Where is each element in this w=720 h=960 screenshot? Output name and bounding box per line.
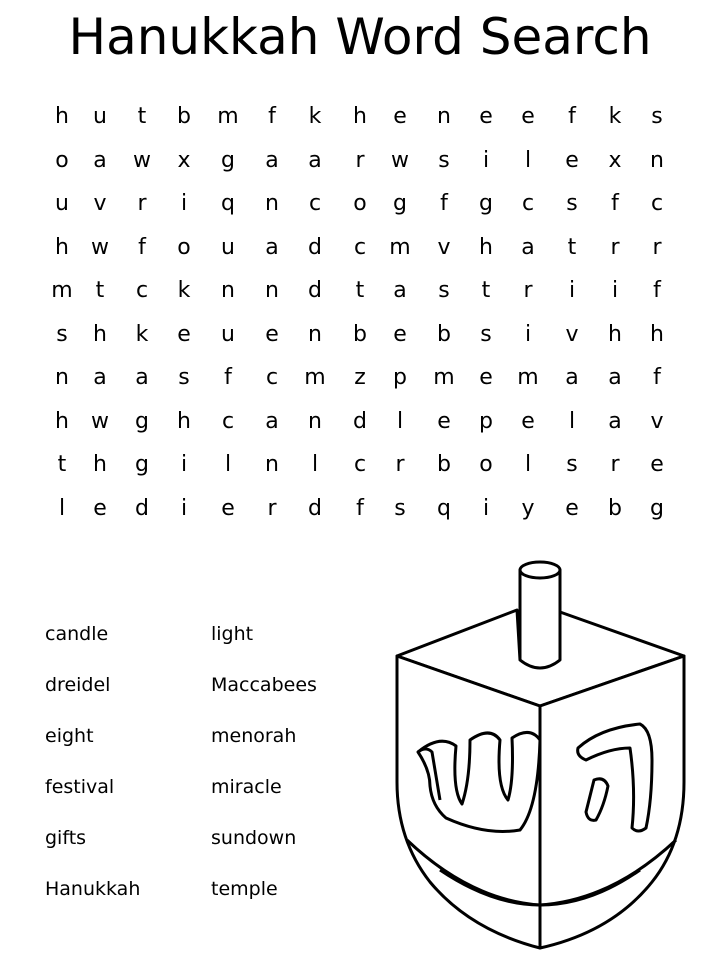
word-list-item: candle: [45, 623, 109, 645]
grid-letter: c: [353, 234, 367, 260]
grid-letter: s: [566, 452, 578, 477]
grid-letter: r: [610, 234, 620, 260]
word-list-item: menorah: [211, 725, 297, 747]
grid-letter: n: [437, 104, 451, 129]
grid-letter: w: [91, 234, 109, 260]
grid-letter: v: [437, 234, 451, 260]
grid-letter: t: [137, 104, 147, 129]
grid-letter: m: [389, 234, 411, 260]
grid-letter: h: [353, 104, 367, 129]
grid-letter: a: [93, 147, 107, 173]
grid-letter: h: [93, 321, 107, 347]
grid-letter: c: [135, 278, 149, 303]
grid-letter: v: [650, 408, 664, 434]
grid-letter: h: [608, 321, 622, 347]
grid-letter: o: [177, 234, 191, 260]
grid-row: [0, 141, 720, 181]
grid-letter: h: [93, 452, 107, 477]
grid-letter: w: [133, 147, 151, 173]
grid-letter: n: [650, 147, 664, 173]
page-title: Hanukkah Word Search: [68, 8, 652, 66]
grid-letter: l: [524, 452, 532, 477]
grid-letter: m: [517, 365, 539, 390]
grid-letter: t: [95, 278, 105, 303]
grid-row: [0, 228, 720, 268]
grid-letter: b: [353, 321, 367, 347]
grid-letter: r: [523, 278, 533, 303]
grid-letter: a: [265, 234, 279, 260]
grid-letter: a: [265, 147, 279, 173]
grid-letter: f: [138, 234, 146, 260]
grid-letter: s: [480, 321, 492, 347]
grid-letter: c: [650, 191, 664, 216]
grid-letter: n: [265, 452, 279, 477]
grid-row: [0, 271, 720, 311]
dreidel-illustration: [380, 548, 700, 958]
grid-letter: a: [521, 234, 535, 260]
grid-letter: i: [180, 452, 188, 477]
grid-letter: m: [217, 104, 239, 129]
grid-letter: l: [224, 452, 232, 477]
grid-row: [0, 489, 720, 529]
grid-letter: e: [93, 495, 107, 521]
grid-letter: i: [611, 278, 619, 303]
grid-letter: e: [437, 408, 451, 434]
grid-letter: k: [177, 278, 191, 303]
grid-letter: d: [308, 234, 322, 260]
grid-letter: d: [308, 278, 322, 303]
grid-letter: m: [433, 365, 455, 390]
grid-letter: e: [650, 452, 664, 477]
grid-letter: d: [353, 408, 367, 434]
grid-letter: u: [93, 104, 107, 129]
grid-letter: e: [521, 104, 535, 129]
grid-letter: a: [265, 408, 279, 434]
grid-row: [0, 445, 720, 485]
grid-letter: s: [178, 365, 190, 390]
word-list-item: gifts: [45, 827, 87, 849]
grid-letter: f: [611, 191, 619, 216]
grid-letter: c: [265, 365, 279, 390]
word-list-item: dreidel: [45, 674, 111, 696]
dreidel-handle-top: [520, 562, 560, 578]
grid-letter: g: [393, 191, 407, 216]
grid-letter: u: [55, 191, 69, 216]
grid-letter: s: [651, 104, 663, 129]
grid-letter: v: [93, 191, 107, 216]
grid-letter: e: [177, 321, 191, 347]
grid-letter: e: [393, 321, 407, 347]
grid-letter: t: [481, 278, 491, 303]
grid-letter: h: [177, 408, 191, 434]
grid-letter: r: [610, 452, 620, 477]
grid-letter: f: [653, 278, 661, 303]
grid-letter: e: [265, 321, 279, 347]
grid-letter: c: [521, 191, 535, 216]
grid-letter: o: [479, 452, 493, 477]
grid-letter: h: [479, 234, 493, 260]
grid-letter: c: [353, 452, 367, 477]
grid-letter: l: [58, 495, 66, 521]
grid-letter: l: [396, 408, 404, 434]
grid-letter: k: [308, 104, 322, 129]
grid-letter: n: [308, 321, 322, 347]
grid-letter: k: [135, 321, 149, 347]
grid-letter: t: [355, 278, 365, 303]
grid-letter: f: [356, 495, 364, 521]
grid-letter: i: [568, 278, 576, 303]
word-list-item: light: [211, 623, 254, 645]
grid-letter: h: [55, 408, 69, 434]
grid-letter: g: [650, 495, 664, 521]
grid-letter: m: [304, 365, 326, 390]
grid-letter: e: [521, 408, 535, 434]
grid-letter: u: [221, 321, 235, 347]
grid-letter: k: [608, 104, 622, 129]
grid-letter: n: [308, 408, 322, 434]
grid-letter: e: [393, 104, 407, 129]
grid-letter: i: [482, 147, 490, 173]
grid-letter: h: [55, 234, 69, 260]
grid-letter: o: [353, 191, 367, 216]
grid-letter: i: [482, 495, 490, 521]
grid-row: [0, 315, 720, 355]
grid-letter: s: [438, 278, 450, 303]
grid-letter: e: [565, 147, 579, 173]
grid-letter: s: [438, 147, 450, 173]
grid-letter: s: [566, 191, 578, 216]
grid-letter: a: [135, 365, 149, 390]
grid-letter: r: [395, 452, 405, 477]
grid-letter: a: [608, 408, 622, 434]
grid-letter: d: [308, 495, 322, 521]
grid-letter: w: [391, 147, 409, 173]
grid-row: [0, 402, 720, 442]
grid-letter: f: [440, 191, 448, 216]
grid-letter: f: [224, 365, 232, 390]
grid-letter: q: [221, 191, 235, 216]
grid-letter: v: [565, 321, 579, 347]
grid-letter: f: [268, 104, 276, 129]
grid-letter: x: [608, 147, 622, 173]
grid-letter: s: [56, 321, 68, 347]
grid-letter: f: [653, 365, 661, 390]
grid-letter: a: [93, 365, 107, 390]
grid-letter: t: [567, 234, 577, 260]
grid-letter: i: [524, 321, 532, 347]
grid-letter: n: [265, 278, 279, 303]
grid-letter: r: [137, 191, 147, 216]
grid-letter: b: [177, 104, 191, 129]
grid-letter: c: [221, 408, 235, 434]
word-list-item: festival: [45, 776, 115, 798]
grid-letter: a: [393, 278, 407, 303]
grid-letter: i: [180, 191, 188, 216]
grid-letter: b: [437, 452, 451, 477]
grid-letter: e: [221, 495, 235, 521]
grid-letter: g: [135, 408, 149, 434]
grid-letter: d: [135, 495, 149, 521]
grid-letter: y: [521, 495, 535, 521]
grid-letter: t: [57, 452, 67, 477]
grid-letter: e: [565, 495, 579, 521]
grid-letter: n: [221, 278, 235, 303]
grid-letter: a: [565, 365, 579, 390]
grid-letter: z: [354, 365, 366, 390]
grid-letter: x: [177, 147, 191, 173]
grid-letter: h: [55, 104, 69, 129]
grid-letter: e: [479, 104, 493, 129]
grid-letter: l: [524, 147, 532, 173]
grid-letter: s: [394, 495, 406, 521]
grid-letter: c: [308, 191, 322, 216]
dreidel-handle: [520, 570, 560, 672]
grid-letter: p: [393, 365, 407, 390]
grid-letter: l: [568, 408, 576, 434]
word-list-item: eight: [45, 725, 94, 747]
grid-letter: f: [568, 104, 576, 129]
grid-letter: w: [91, 408, 109, 434]
grid-row: [0, 358, 720, 398]
grid-row: [0, 97, 720, 137]
word-list-item: Hanukkah: [45, 878, 141, 900]
grid-letter: n: [265, 191, 279, 216]
grid-letter: i: [180, 495, 188, 521]
grid-letter: r: [652, 234, 662, 260]
grid-letter: a: [308, 147, 322, 173]
word-list-item: sundown: [211, 827, 297, 849]
grid-letter: l: [311, 452, 319, 477]
grid-letter: g: [221, 147, 235, 173]
grid-letter: a: [608, 365, 622, 390]
grid-letter: u: [221, 234, 235, 260]
grid-letter: p: [479, 408, 493, 434]
grid-letter: e: [479, 365, 493, 390]
word-list-item: temple: [211, 878, 278, 900]
grid-letter: b: [437, 321, 451, 347]
grid-letter: q: [437, 495, 451, 521]
word-list-item: Maccabees: [211, 674, 317, 696]
word-list-item: miracle: [211, 776, 282, 798]
grid-letter: r: [355, 147, 365, 173]
grid-letter: g: [135, 452, 149, 477]
grid-letter: r: [267, 495, 277, 521]
grid-letter: m: [51, 278, 73, 303]
grid-letter: o: [55, 147, 69, 173]
grid-letter: n: [55, 365, 69, 390]
grid-letter: g: [479, 191, 493, 216]
grid-letter: b: [608, 495, 622, 521]
grid-letter: h: [650, 321, 664, 347]
grid-row: [0, 184, 720, 224]
